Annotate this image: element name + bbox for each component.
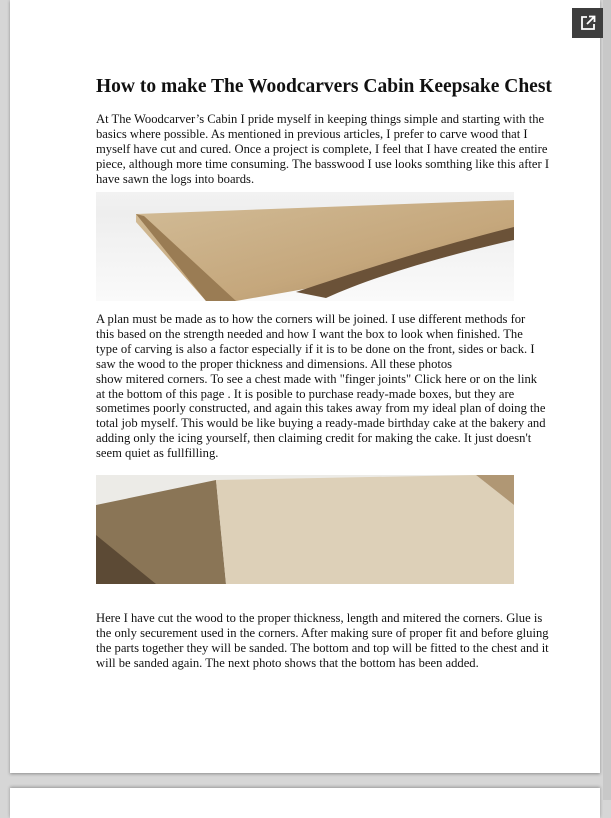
open-in-new-window-button[interactable] xyxy=(572,8,603,38)
text-line: piece, although more time consuming. The basswood I use looks somthing like this after I xyxy=(96,156,550,171)
open-in-new-icon xyxy=(580,15,596,31)
mitered-corners-photo xyxy=(96,475,514,584)
text-line: show mitered corners. To see a chest made with "finger joints" Click here or on the link xyxy=(96,371,538,386)
text-line: will be sanded again. The next photo shows that the bottom has been added. xyxy=(96,655,479,670)
text-line: this based on the strength needed and how I want the box to look when finished. The xyxy=(96,326,523,341)
text-line: seem quiet as fullfilling. xyxy=(96,446,219,461)
text-line: adding only the icing yourself, then claiming credit for making the cake. It just doesn't xyxy=(96,431,532,446)
text-line: Here I have cut the wood to the proper thickness, length and mitered the corners. Glue is xyxy=(96,611,543,625)
plan-paragraph xyxy=(96,312,546,461)
scrollbar[interactable] xyxy=(603,0,611,800)
intro-paragraph xyxy=(96,112,549,187)
next-document-page xyxy=(10,788,600,818)
text-line: At The Woodcarver’s Cabin I pride myself in keeping things simple and starting with the xyxy=(96,112,545,126)
text-line: the parts together they will be sanded. The bottom and top will be fitted to the chest and it xyxy=(96,640,549,655)
text-line: have sawn the logs into boards. xyxy=(96,171,255,186)
gluing-paragraph xyxy=(96,611,549,671)
text-line: myself have cut and cured. Once a project is complete, I feel that I have created the entire xyxy=(96,141,548,156)
text-line: the only securement used in the corners. After making sure of proper fit and before gluing xyxy=(96,625,549,640)
text-line: type of carving is also a factor especially if it is to be done on the front, sides or back. I xyxy=(96,341,535,356)
basswood-board-photo xyxy=(96,192,514,301)
text-line: sometimes poorly constructed, and again this takes away from my ideal plan of doing the xyxy=(96,401,546,416)
text-line: at the bottom of this page . It is posible to purchase ready-made boxes, but they are xyxy=(96,386,515,401)
text-line: total job myself. This would be like buying a ready-made birthday cake at the bakery and xyxy=(96,416,546,431)
text-line: A plan must be made as to how the corners will be joined. I use different methods for xyxy=(96,312,526,326)
page-title: How to make The Woodcarvers Cabin Keepsake Chest xyxy=(96,76,552,97)
text-line: saw the wood to the proper thickness and dimensions. All these photos xyxy=(96,356,453,371)
text-line: basics where possible. As mentioned in previous articles, I prefer to carve wood that I xyxy=(96,126,528,141)
